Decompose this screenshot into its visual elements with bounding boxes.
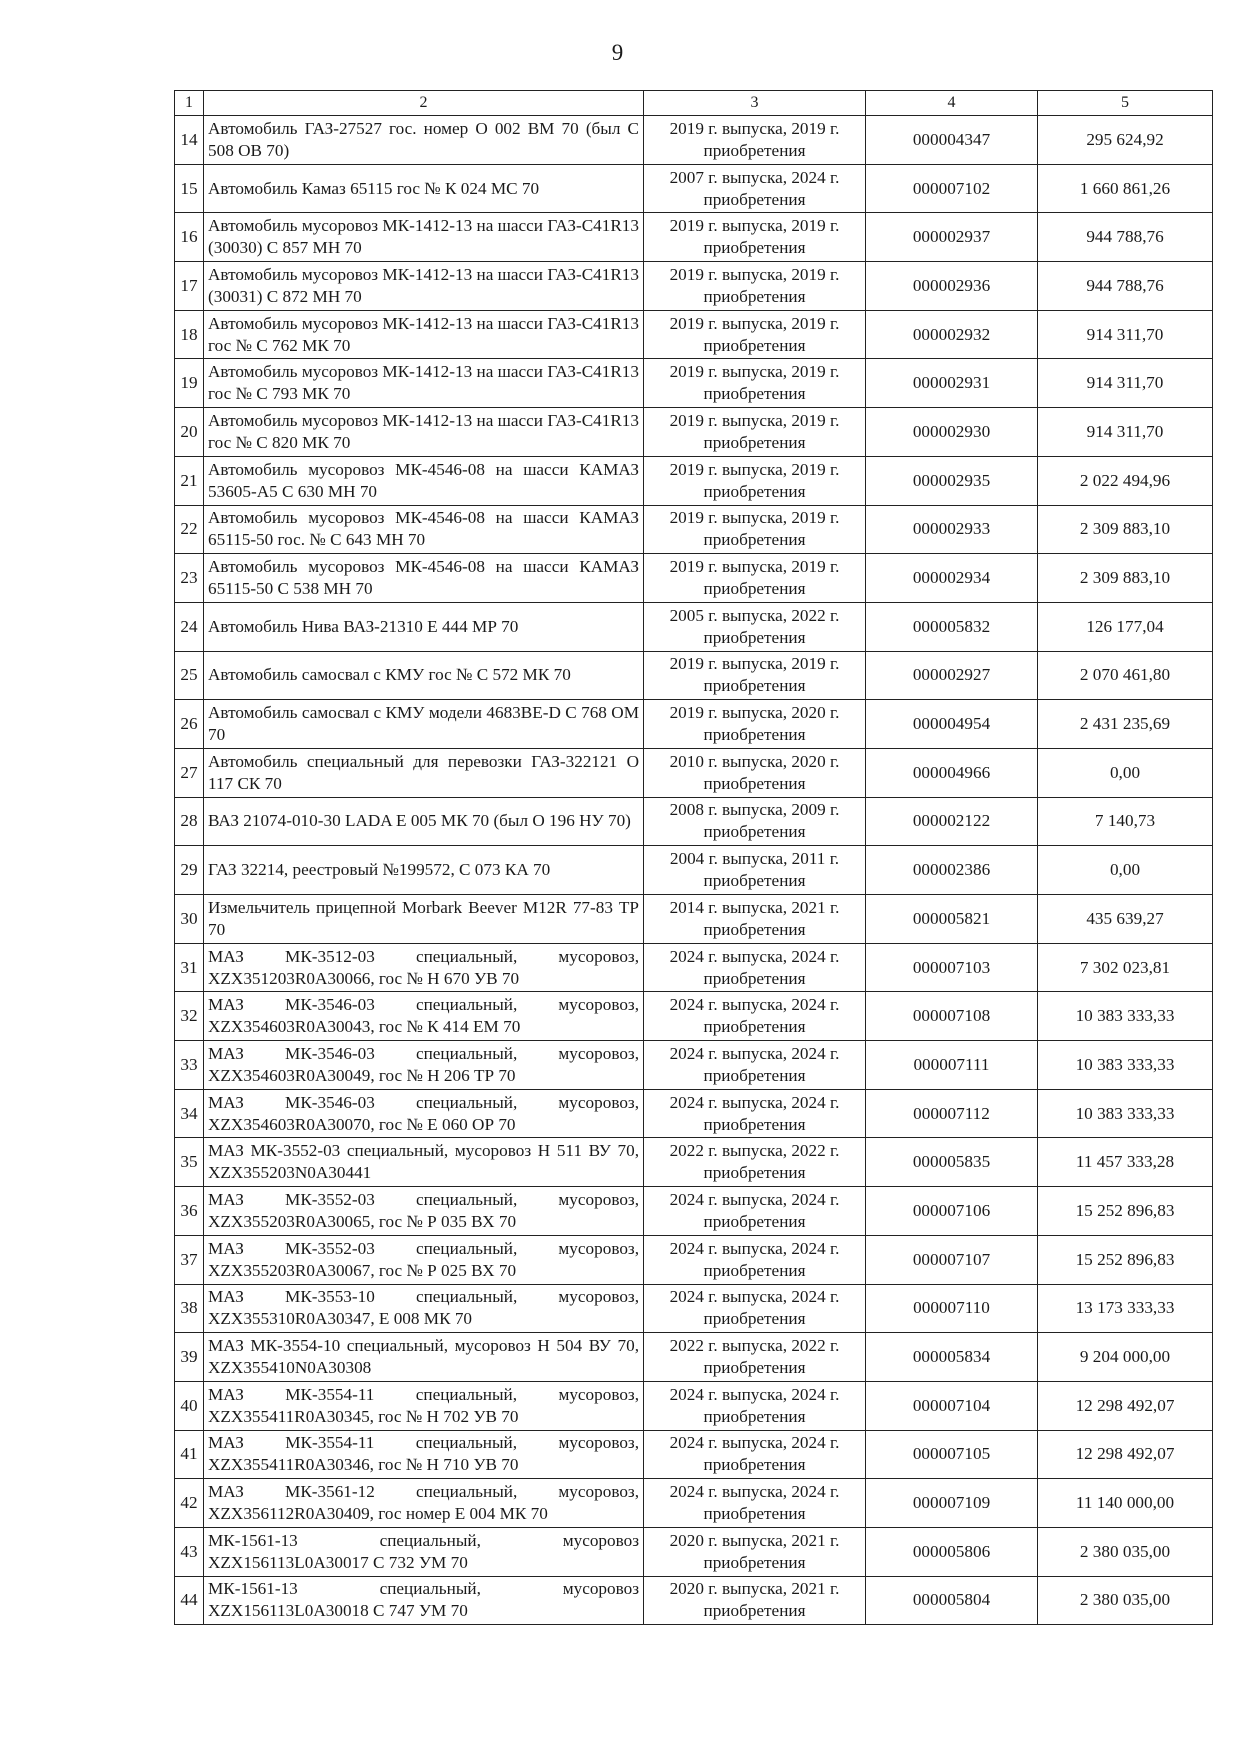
year-info-cell: 2020 г. выпуска, 2021 г. приобретения [644,1527,866,1576]
asset-name-cell: МАЗ МК-3546-03 специальный, мусоровоз, XZX354603R0A30070, гос № Е 060 ОР 70 [204,1089,644,1138]
inventory-code-cell: 000005832 [866,602,1038,651]
table-row [175,456,1213,505]
inventory-code-cell: 000005806 [866,1527,1038,1576]
asset-name-cell: Автомобиль мусоровоз МК-1412-13 на шасси ГАЗ-С41R13 гос № С 762 МК 70 [204,310,644,359]
inventory-code-cell: 000002932 [866,310,1038,359]
row-number-cell: 35 [175,1138,204,1187]
inventory-code-cell: 000007105 [866,1430,1038,1479]
row-number-cell: 24 [175,602,204,651]
year-info-cell: 2024 г. выпуска, 2024 г. приобретения [644,1284,866,1333]
cost-cell: 7 302 023,81 [1038,943,1213,992]
asset-name-cell: МАЗ МК-3552-03 специальный, мусоровоз Н 511 ВУ 70, XZX355203N0A30441 [204,1138,644,1187]
inventory-code-cell: 000002122 [866,797,1038,846]
table-row [175,310,1213,359]
cost-cell: 2 309 883,10 [1038,554,1213,603]
inventory-code-cell: 000002936 [866,262,1038,311]
table-row [175,1430,1213,1479]
asset-name-cell: МАЗ МК-3561-12 специальный, мусоровоз, XZX356112R0A30409, гос номер Е 004 МК 70 [204,1479,644,1528]
row-number-cell: 42 [175,1479,204,1528]
year-info-cell: 2019 г. выпуска, 2019 г. приобретения [644,359,866,408]
asset-name-cell: МК-1561-13 специальный, мусоровоз XZX156113L0A30018 С 747 УМ 70 [204,1576,644,1625]
row-number-cell: 20 [175,408,204,457]
table-row [175,554,1213,603]
year-info-cell: 2019 г. выпуска, 2019 г. приобретения [644,456,866,505]
inventory-code-cell: 000007109 [866,1479,1038,1528]
asset-name-cell: Измельчитель прицепной Morbark Beever M12R 77-83 ТР 70 [204,895,644,944]
inventory-code-cell: 000007112 [866,1089,1038,1138]
table-body [175,116,1213,1625]
table-row [175,1527,1213,1576]
year-info-cell: 2019 г. выпуска, 2020 г. приобретения [644,700,866,749]
asset-name-cell: Автомобиль мусоровоз МК-4546-08 на шасси КАМАЗ 65115-50 С 538 МН 70 [204,554,644,603]
cost-cell: 914 311,70 [1038,310,1213,359]
asset-name-cell: МАЗ МК-3553-10 специальный, мусоровоз, XZX355310R0A30347, Е 008 МК 70 [204,1284,644,1333]
row-number-cell: 29 [175,846,204,895]
row-number-cell: 15 [175,164,204,213]
table-row [175,1138,1213,1187]
inventory-code-cell: 000007110 [866,1284,1038,1333]
column-header: 1 [175,91,204,116]
row-number-cell: 25 [175,651,204,700]
inventory-code-cell: 000002927 [866,651,1038,700]
row-number-cell: 19 [175,359,204,408]
asset-name-cell: МАЗ МК-3554-11 специальный, мусоровоз, XZX355411R0A30346, гос № Н 710 УВ 70 [204,1430,644,1479]
cost-cell: 11 457 333,28 [1038,1138,1213,1187]
column-header: 3 [644,91,866,116]
year-info-cell: 2019 г. выпуска, 2019 г. приобретения [644,651,866,700]
row-number-cell: 22 [175,505,204,554]
cost-cell: 10 383 333,33 [1038,1041,1213,1090]
row-number-cell: 23 [175,554,204,603]
cost-cell: 0,00 [1038,846,1213,895]
table-row [175,408,1213,457]
cost-cell: 914 311,70 [1038,408,1213,457]
cost-cell: 15 252 896,83 [1038,1235,1213,1284]
row-number-cell: 28 [175,797,204,846]
row-number-cell: 38 [175,1284,204,1333]
row-number-cell: 26 [175,700,204,749]
cost-cell: 13 173 333,33 [1038,1284,1213,1333]
year-info-cell: 2019 г. выпуска, 2019 г. приобретения [644,116,866,165]
year-info-cell: 2010 г. выпуска, 2020 г. приобретения [644,748,866,797]
table-row [175,846,1213,895]
asset-name-cell: Автомобиль мусоровоз МК-1412-13 на шасси ГАЗ-С41R13 (30031) С 872 МН 70 [204,262,644,311]
page-number: 9 [611,40,624,65]
year-info-cell: 2024 г. выпуска, 2024 г. приобретения [644,992,866,1041]
year-info-cell: 2019 г. выпуска, 2019 г. приобретения [644,262,866,311]
vehicle-registry-table [174,90,1213,1625]
cost-cell: 11 140 000,00 [1038,1479,1213,1528]
inventory-code-cell: 000005835 [866,1138,1038,1187]
cost-cell: 10 383 333,33 [1038,1089,1213,1138]
column-header: 2 [204,91,644,116]
year-info-cell: 2019 г. выпуска, 2019 г. приобретения [644,213,866,262]
inventory-code-cell: 000007111 [866,1041,1038,1090]
table-row [175,116,1213,165]
asset-name-cell: Автомобиль самосвал с КМУ гос № С 572 МК 70 [204,651,644,700]
inventory-code-cell: 000007103 [866,943,1038,992]
inventory-code-cell: 000007107 [866,1235,1038,1284]
table-row [175,651,1213,700]
row-number-cell: 33 [175,1041,204,1090]
table-row [175,359,1213,408]
year-info-cell: 2024 г. выпуска, 2024 г. приобретения [644,1089,866,1138]
asset-name-cell: Автомобиль мусоровоз МК-1412-13 на шасси ГАЗ-С41R13 (30030) С 857 МН 70 [204,213,644,262]
row-number-cell: 40 [175,1381,204,1430]
inventory-code-cell: 000002386 [866,846,1038,895]
asset-name-cell: МАЗ МК-3554-10 специальный, мусоровоз Н 504 ВУ 70, XZX355410N0A30308 [204,1333,644,1382]
asset-name-cell: ГАЗ 32214, реестровый №199572, С 073 КА 70 [204,846,644,895]
row-number-cell: 30 [175,895,204,944]
year-info-cell: 2007 г. выпуска, 2024 г. приобретения [644,164,866,213]
table-row [175,1479,1213,1528]
cost-cell: 2 380 035,00 [1038,1527,1213,1576]
table-row [175,602,1213,651]
table-row [175,1381,1213,1430]
year-info-cell: 2005 г. выпуска, 2022 г. приобретения [644,602,866,651]
table-header-row [175,91,1213,116]
table-row [175,262,1213,311]
asset-name-cell: Автомобиль мусоровоз МК-1412-13 на шасси ГАЗ-С41R13 гос № С 793 МК 70 [204,359,644,408]
cost-cell: 2 070 461,80 [1038,651,1213,700]
year-info-cell: 2024 г. выпуска, 2024 г. приобретения [644,1381,866,1430]
column-header: 4 [866,91,1038,116]
asset-name-cell: Автомобиль Камаз 65115 гос № К 024 МС 70 [204,164,644,213]
asset-name-cell: МАЗ МК-3552-03 специальный, мусоровоз, XZX355203R0A30067, гос № Р 025 ВХ 70 [204,1235,644,1284]
year-info-cell: 2024 г. выпуска, 2024 г. приобретения [644,1479,866,1528]
year-info-cell: 2019 г. выпуска, 2019 г. приобретения [644,505,866,554]
row-number-cell: 44 [175,1576,204,1625]
year-info-cell: 2024 г. выпуска, 2024 г. приобретения [644,1430,866,1479]
cost-cell: 1 660 861,26 [1038,164,1213,213]
cost-cell: 295 624,92 [1038,116,1213,165]
year-info-cell: 2024 г. выпуска, 2024 г. приобретения [644,1187,866,1236]
asset-name-cell: Автомобиль мусоровоз МК-4546-08 на шасси КАМАЗ 53605-А5 С 630 МН 70 [204,456,644,505]
asset-name-cell: МАЗ МК-3552-03 специальный, мусоровоз, XZX355203R0A30065, гос № Р 035 ВХ 70 [204,1187,644,1236]
row-number-cell: 41 [175,1430,204,1479]
asset-name-cell: МАЗ МК-3546-03 специальный, мусоровоз, XZX354603R0A30043, гос № К 414 ЕМ 70 [204,992,644,1041]
row-number-cell: 32 [175,992,204,1041]
asset-name-cell: Автомобиль мусоровоз МК-1412-13 на шасси ГАЗ-С41R13 гос № С 820 МК 70 [204,408,644,457]
asset-name-cell: Автомобиль самосвал с КМУ модели 4683ВЕ-D С 768 ОМ 70 [204,700,644,749]
row-number-cell: 34 [175,1089,204,1138]
asset-name-cell: МК-1561-13 специальный, мусоровоз XZX156113L0A30017 С 732 УМ 70 [204,1527,644,1576]
inventory-code-cell: 000004347 [866,116,1038,165]
row-number-cell: 14 [175,116,204,165]
cost-cell: 12 298 492,07 [1038,1381,1213,1430]
row-number-cell: 31 [175,943,204,992]
inventory-code-cell: 000007108 [866,992,1038,1041]
table-row [175,992,1213,1041]
year-info-cell: 2008 г. выпуска, 2009 г. приобретения [644,797,866,846]
year-info-cell: 2019 г. выпуска, 2019 г. приобретения [644,408,866,457]
inventory-code-cell: 000002937 [866,213,1038,262]
row-number-cell: 37 [175,1235,204,1284]
table-row [175,1576,1213,1625]
table-row [175,1333,1213,1382]
cost-cell: 914 311,70 [1038,359,1213,408]
row-number-cell: 16 [175,213,204,262]
row-number-cell: 39 [175,1333,204,1382]
year-info-cell: 2014 г. выпуска, 2021 г. приобретения [644,895,866,944]
year-info-cell: 2024 г. выпуска, 2024 г. приобретения [644,1041,866,1090]
year-info-cell: 2019 г. выпуска, 2019 г. приобретения [644,554,866,603]
cost-cell: 2 022 494,96 [1038,456,1213,505]
inventory-code-cell: 000005834 [866,1333,1038,1382]
year-info-cell: 2020 г. выпуска, 2021 г. приобретения [644,1576,866,1625]
asset-name-cell: МАЗ МК-3546-03 специальный, мусоровоз, XZX354603R0A30049, гос № Н 206 ТР 70 [204,1041,644,1090]
cost-cell: 2 431 235,69 [1038,700,1213,749]
cost-cell: 944 788,76 [1038,213,1213,262]
table-row [175,1187,1213,1236]
inventory-code-cell: 000002934 [866,554,1038,603]
table-row [175,700,1213,749]
table-row [175,213,1213,262]
table-row [175,1235,1213,1284]
cost-cell: 2 309 883,10 [1038,505,1213,554]
inventory-code-cell: 000002930 [866,408,1038,457]
cost-cell: 15 252 896,83 [1038,1187,1213,1236]
cost-cell: 126 177,04 [1038,602,1213,651]
cost-cell: 2 380 035,00 [1038,1576,1213,1625]
cost-cell: 10 383 333,33 [1038,992,1213,1041]
row-number-cell: 18 [175,310,204,359]
asset-name-cell: Автомобиль специальный для перевозки ГАЗ-322121 О 117 СК 70 [204,748,644,797]
table-row [175,943,1213,992]
asset-name-cell: Автомобиль Нива ВАЗ-21310 Е 444 МР 70 [204,602,644,651]
year-info-cell: 2022 г. выпуска, 2022 г. приобретения [644,1138,866,1187]
inventory-code-cell: 000002933 [866,505,1038,554]
inventory-code-cell: 000005821 [866,895,1038,944]
inventory-code-cell: 000007102 [866,164,1038,213]
table-row [175,1089,1213,1138]
cost-cell: 12 298 492,07 [1038,1430,1213,1479]
row-number-cell: 36 [175,1187,204,1236]
row-number-cell: 27 [175,748,204,797]
inventory-code-cell: 000004954 [866,700,1038,749]
table-row [175,1284,1213,1333]
row-number-cell: 17 [175,262,204,311]
table-row [175,505,1213,554]
inventory-code-cell: 000007106 [866,1187,1038,1236]
cost-cell: 435 639,27 [1038,895,1213,944]
cost-cell: 0,00 [1038,748,1213,797]
year-info-cell: 2004 г. выпуска, 2011 г. приобретения [644,846,866,895]
year-info-cell: 2024 г. выпуска, 2024 г. приобретения [644,943,866,992]
cost-cell: 944 788,76 [1038,262,1213,311]
inventory-code-cell: 000002935 [866,456,1038,505]
row-number-cell: 21 [175,456,204,505]
asset-name-cell: Автомобиль мусоровоз МК-4546-08 на шасси КАМАЗ 65115-50 гос. № С 643 МН 70 [204,505,644,554]
table-row [175,1041,1213,1090]
row-number-cell: 43 [175,1527,204,1576]
asset-name-cell: МАЗ МК-3512-03 специальный, мусоровоз, XZX351203R0A30066, гос № Н 670 УВ 70 [204,943,644,992]
year-info-cell: 2022 г. выпуска, 2022 г. приобретения [644,1333,866,1382]
inventory-code-cell: 000002931 [866,359,1038,408]
asset-name-cell: ВАЗ 21074-010-30 LADA Е 005 МК 70 (был О 196 НУ 70) [204,797,644,846]
table-row [175,164,1213,213]
column-header: 5 [1038,91,1213,116]
cost-cell: 7 140,73 [1038,797,1213,846]
year-info-cell: 2019 г. выпуска, 2019 г. приобретения [644,310,866,359]
asset-name-cell: МАЗ МК-3554-11 специальный, мусоровоз, XZX355411R0A30345, гос № Н 702 УВ 70 [204,1381,644,1430]
table-row [175,797,1213,846]
inventory-code-cell: 000007104 [866,1381,1038,1430]
table-row [175,895,1213,944]
inventory-code-cell: 000004966 [866,748,1038,797]
year-info-cell: 2024 г. выпуска, 2024 г. приобретения [644,1235,866,1284]
inventory-code-cell: 000005804 [866,1576,1038,1625]
table-row [175,748,1213,797]
asset-name-cell: Автомобиль ГАЗ-27527 гос. номер О 002 ВМ 70 (был С 508 ОВ 70) [204,116,644,165]
cost-cell: 9 204 000,00 [1038,1333,1213,1382]
